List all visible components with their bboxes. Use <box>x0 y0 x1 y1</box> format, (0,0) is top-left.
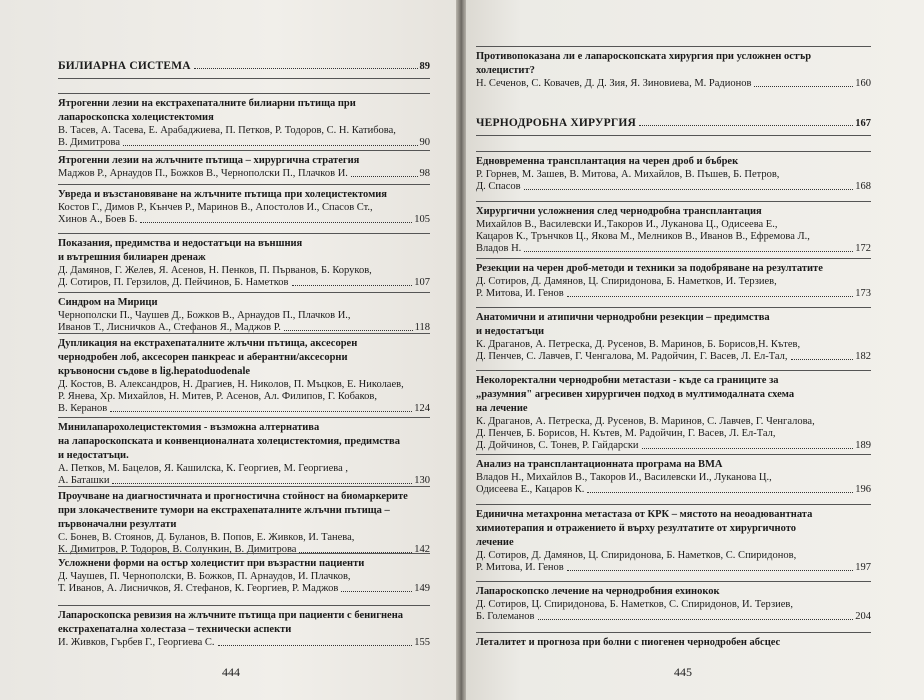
toc-entry <box>476 508 871 574</box>
entry-separator <box>476 632 871 633</box>
entry-separator <box>476 151 871 152</box>
entry-authors-line: К. Димитров, Р. Тодоров, В. Солункин, В. Димитрова <box>58 544 297 555</box>
entry-title-line: на лечение <box>476 403 528 414</box>
section-page: 167 <box>855 118 871 129</box>
section-rule <box>476 135 871 136</box>
dot-leader <box>123 145 418 146</box>
entry-title-line: Ятрогенни лезии на екстрахепаталните билиарни пътища при <box>58 98 356 109</box>
dot-leader <box>194 68 418 69</box>
entry-authors-line: Т. Иванов, А. Лисничков, Я. Стефанов, К. Георгиев, Р. Маджов <box>58 583 339 594</box>
entry-authors-last-line <box>58 277 430 289</box>
entry-separator <box>58 184 430 185</box>
entry-authors-line: В. Керанов <box>58 403 108 414</box>
entry-title-line: Хирургични усложнения след чернодробна трансплантация <box>476 206 762 217</box>
entry-authors-last-line <box>58 214 430 226</box>
entry-authors-last-line <box>58 403 430 415</box>
entry-title-line: Неколоректални чернодробни метастази - къде са границите за <box>476 375 779 386</box>
entry-page: 182 <box>855 351 871 362</box>
entry-authors-line: Иванов Т., Лисничков А., Стефанов Я., Маджов Р. <box>58 322 281 333</box>
entry-authors-line: Д. Пенчев, С. Лавчев, Г. Ченгалова, М. Радойчин, Г. Васев, Л. Ел-Тал, <box>476 351 788 362</box>
entry-title-line: „разумния" агресивен хирургичен подход в мултимодалната схема <box>476 389 795 400</box>
entry-authors-line: Р. Горнев, М. Зашев, В. Митова, А. Михайлов, В. Пъшев, Б. Петров, <box>476 169 780 180</box>
toc-entry <box>476 311 871 363</box>
entry-authors-line: Владов Н. <box>476 243 522 254</box>
dot-leader <box>587 492 853 493</box>
entry-page: 142 <box>414 544 430 555</box>
entry-page: 130 <box>414 475 430 486</box>
entry-page: 189 <box>855 440 871 451</box>
entry-page: 197 <box>855 562 871 573</box>
section-title: БИЛИАРНА СИСТЕМА <box>58 60 191 72</box>
entry-separator <box>476 370 871 371</box>
entry-title-line: Лапароскопско лечение на чернодробния ехинокок <box>476 586 720 597</box>
entry-title-line: лапароскопска холецистектомия <box>58 112 214 123</box>
section-heading <box>476 117 871 129</box>
entry-authors-line: А. Баташки <box>58 475 110 486</box>
entry-title-line: Увреда и възстановяване на жлъчните пътища при холецистектомия <box>58 189 387 200</box>
entry-authors-line: К. Драганов, А. Петреска, Д. Русенов, В. Маринов, Б. Борисов,Н. Кътев, <box>476 339 801 350</box>
entry-authors-line: Одисеева Е., Кацаров К. <box>476 484 585 495</box>
page-number-right: 445 <box>674 665 692 679</box>
entry-title-line: химиотерапия и отражението й върху резултатите от хирургичното <box>476 523 796 534</box>
entry-separator <box>58 292 430 293</box>
entry-separator <box>58 233 430 234</box>
entry-authors-last-line <box>58 637 430 649</box>
entry-authors-last-line <box>58 168 430 180</box>
entry-authors-last-line <box>476 351 871 363</box>
toc-entry <box>476 50 871 90</box>
entry-authors-line: Владов Н., Михайлов В., Такоров И., Василевски И., Луканова Ц., <box>476 472 772 483</box>
entry-title-line: холецистит? <box>476 65 535 76</box>
entry-title-line: Усложнени форми на остър холецистит при възрастни пациенти <box>58 558 365 569</box>
entry-authors-line: Д. Костов, В. Александров, Н. Драгиев, Н. Николов, П. Мъцков, Е. Николаев, <box>58 379 404 390</box>
entry-authors-line: Р. Митова, И. Генов <box>476 562 564 573</box>
entry-page: 160 <box>855 78 871 89</box>
entry-authors-last-line <box>476 440 871 452</box>
toc-entry <box>476 262 871 300</box>
entry-title-line: и недостатъци <box>476 326 545 337</box>
dot-leader <box>639 125 853 126</box>
entry-title-line: кръвоносни съдове в lig.hepatoduodenale <box>58 366 251 377</box>
entry-separator <box>476 581 871 582</box>
entry-separator <box>58 333 430 334</box>
entry-separator <box>58 605 430 606</box>
dot-leader <box>567 570 853 571</box>
entry-title-line: Синдром на Мирици <box>58 297 158 308</box>
toc-entry <box>58 154 430 180</box>
entry-authors-last-line <box>476 181 871 193</box>
entry-page: 149 <box>414 583 430 594</box>
entry-title-line: Лапароскопска ревизия на жлъчните пътища при пациенти с бенигнена <box>58 610 403 621</box>
right-page <box>466 0 924 700</box>
entry-authors-line: Д. Чаушев, П. Чернополски, В. Божков, П. Арнаудов, И. Плачков, <box>58 571 351 582</box>
toc-entry <box>476 585 871 623</box>
entry-authors-line: К. Драганов, А. Петреска, Д. Русенов, В. Маринов, С. Лавчев, Г. Ченгалова, <box>476 416 815 427</box>
entry-authors-line: Костов Г., Димов Р., Кънчев Р., Маринов В., Апостолов И., Спасов Ст., <box>58 202 373 213</box>
dot-leader <box>140 222 412 223</box>
toc-entry <box>58 557 430 595</box>
entry-authors-line: Кацаров К., Трънчков Ц., Якова М., Мелников В., Иванов В., Ефремова Л., <box>476 231 810 242</box>
entry-separator <box>58 417 430 418</box>
dot-leader <box>791 359 854 360</box>
entry-title-line: екстрахепатална холестаза – технически аспекти <box>58 624 292 635</box>
dot-leader <box>218 645 413 646</box>
toc-entry <box>476 458 871 496</box>
entry-authors-last-line <box>58 137 430 149</box>
entry-title-line: Минилапарохолецистектомия - възможна алтернатива <box>58 422 320 433</box>
entry-title-line: при злокачествените тумори на екстрахепаталните жлъчни пътища – <box>58 505 390 516</box>
entry-page: 90 <box>419 137 430 148</box>
entry-authors-last-line <box>58 544 430 556</box>
entry-authors-line: Р. Янева, Хр. Михайлов, Н. Митев, Р. Асенов, Ал. Филипов, Г. Кобаков, <box>58 391 377 402</box>
entry-page: 118 <box>414 322 430 333</box>
entry-title-line: лечение <box>476 537 514 548</box>
entry-separator <box>476 454 871 455</box>
entry-page: 107 <box>414 277 430 288</box>
entry-authors-last-line <box>476 484 871 496</box>
toc-entry <box>58 609 430 649</box>
entry-authors-line: Хинов А., Боев Б. <box>58 214 138 225</box>
dot-leader <box>112 483 412 484</box>
entry-authors-line: В. Димитрова <box>58 137 120 148</box>
entry-authors-line: А. Петков, М. Бацелов, Я. Кашилска, К. Георгиев, М. Георгиева , <box>58 463 348 474</box>
entry-separator <box>476 201 871 202</box>
entry-separator <box>58 150 430 151</box>
toc-entry <box>58 296 430 334</box>
dot-leader <box>110 411 412 412</box>
entry-page: 124 <box>414 403 430 414</box>
entry-separator <box>58 93 430 94</box>
dot-leader <box>341 591 412 592</box>
entry-page: 172 <box>855 243 871 254</box>
entry-separator <box>476 307 871 308</box>
left-page <box>0 0 458 700</box>
entry-title-line: Анализ на трансплантационната програма на ВМА <box>476 459 723 470</box>
entry-title-line: и недостатъци. <box>58 450 129 461</box>
entry-authors-line: Д. Дойчинов, С. Тонев, Р. Гайдарски <box>476 440 639 451</box>
dot-leader <box>754 86 853 87</box>
entry-authors-last-line <box>476 288 871 300</box>
dot-leader <box>292 285 413 286</box>
toc-entry <box>58 237 430 289</box>
entry-authors-line: Д. Спасов <box>476 181 521 192</box>
entry-page: 173 <box>855 288 871 299</box>
toc-entry <box>476 155 871 193</box>
entry-title-line: Проучване на диагностичната и прогностична стойност на биомаркерите <box>58 491 408 502</box>
entry-separator <box>476 258 871 259</box>
entry-title-line: и вътрешния билиарен дренаж <box>58 252 206 263</box>
section-page: 89 <box>419 61 430 72</box>
entry-authors-last-line <box>58 583 430 595</box>
entry-title-line: Показания, предимства и недостатъци на външния <box>58 238 303 249</box>
entry-title-line: Едновременна трансплантация на черен дроб и бъбрек <box>476 156 739 167</box>
entry-title-line: Единична метахронна метастаза от КРК – мястото на неоадювантната <box>476 509 813 520</box>
entry-page: 196 <box>855 484 871 495</box>
entry-title-line: Ятрогенни лезии на жлъчните пътища – хирургична стратегия <box>58 155 360 166</box>
entry-separator <box>58 553 430 554</box>
toc-entry <box>58 490 430 556</box>
entry-authors-line: Д. Пенчев, Б. Борисов, Н. Кътев, М. Радойчин, Г. Васев, Л. Ел-Тал, <box>476 428 776 439</box>
entry-authors-line: Д. Сотиров, Ц. Спиридонова, Б. Наметков, С. Спиридонов, И. Терзиев, <box>476 599 793 610</box>
entry-title-line: Дупликация на екстрахепаталните жлъчни пътища, аксесорен <box>58 338 358 349</box>
entry-separator <box>58 486 430 487</box>
entry-page: 168 <box>855 181 871 192</box>
entry-authors-line: Р. Митова, И. Генов <box>476 288 564 299</box>
dot-leader <box>524 251 853 252</box>
entry-title-line: Леталитет и прогноза при болни с пиогенен чернодробен абсцес <box>476 637 781 648</box>
entry-authors-line: С. Бонев, В. Стоянов, Д. Буланов, В. Попов, Е. Живков, И. Танева, <box>58 532 355 543</box>
entry-title-line: първоначални резултати <box>58 519 177 530</box>
entry-authors-line: Д. Дамянов, Г. Желев, Я. Асенов, Н. Пенков, П. Първанов, Б. Коруков, <box>58 265 372 276</box>
entry-authors-line: Н. Сеченов, С. Ковачев, Д. Д. Зия, Я. Зиновиева, М. Радионов <box>476 78 752 89</box>
entry-page: 105 <box>414 214 430 225</box>
entry-title-line: Противопоказана ли е лапароскопската хирургия при усложнен остър <box>476 51 812 62</box>
entry-authors-line: Б. Големанов <box>476 611 535 622</box>
entry-page: 155 <box>414 637 430 648</box>
page-number-left: 444 <box>222 665 240 679</box>
entry-title-line: Анатомични и атипични чернодробни резекции – предимства <box>476 312 770 323</box>
dot-leader <box>567 296 853 297</box>
dot-leader <box>538 619 854 620</box>
section-heading <box>58 60 430 72</box>
toc-entry <box>58 337 430 415</box>
dot-leader <box>642 448 854 449</box>
entry-authors-last-line <box>476 562 871 574</box>
entry-separator <box>476 504 871 505</box>
entry-authors-line: Д. Сотиров, Д. Дамянов, Ц. Спиридонова, Б. Наметков, С. Спиридонов, <box>476 550 797 561</box>
toc-entry <box>476 636 871 650</box>
dot-leader <box>351 176 418 177</box>
entry-title-line: чернодробен лоб, аксесорен панкреас и аберантни/аксесорни <box>58 352 348 363</box>
entry-authors-line: Маджов Р., Арнаудов П., Божков В., Чернополски П., Плачков И. <box>58 168 348 179</box>
dot-leader <box>284 330 413 331</box>
entry-title-line: на лапароскопската и конвенционалната холецистектомия, предимства <box>58 436 400 447</box>
dot-leader <box>524 189 854 190</box>
section-title: ЧЕРНОДРОБНА ХИРУРГИЯ <box>476 117 637 129</box>
entry-page: 204 <box>855 611 871 622</box>
entry-authors-line: И. Живков, Гърбев Г., Георгиева С. <box>58 637 215 648</box>
entry-authors-last-line <box>476 611 871 623</box>
entry-authors-line: Чернополски П., Чаушев Д., Божков В., Арнаудов П., Плачков И., <box>58 310 351 321</box>
toc-entry <box>476 205 871 255</box>
entry-title-line: Резекции на черен дроб-методи и техники за подобряване на резултатите <box>476 263 823 274</box>
entry-authors-last-line <box>476 243 871 255</box>
entry-separator <box>476 46 871 47</box>
entry-authors-line: В. Тасев, А. Тасева, Е. Арабаджиева, П. Петков, Р. Тодоров, С. Н. Катибова, <box>58 125 396 136</box>
entry-authors-line: Д. Сотиров, П. Герзилов, Д. Пейчинов, Б. Наметков <box>58 277 289 288</box>
toc-entry <box>58 188 430 226</box>
entry-authors-line: Д. Сотиров, Д. Дамянов, Ц. Спиридонова, Б. Наметков, И. Терзиев, <box>476 276 777 287</box>
entry-authors-last-line <box>476 78 871 90</box>
entry-page: 98 <box>419 168 430 179</box>
entry-authors-line: Михайлов В., Василевски И.,Такоров И., Луканова Ц., Одисеева Е., <box>476 219 778 230</box>
section-rule <box>58 78 430 79</box>
toc-entry <box>476 374 871 452</box>
toc-entry <box>58 97 430 149</box>
toc-entry <box>58 421 430 487</box>
